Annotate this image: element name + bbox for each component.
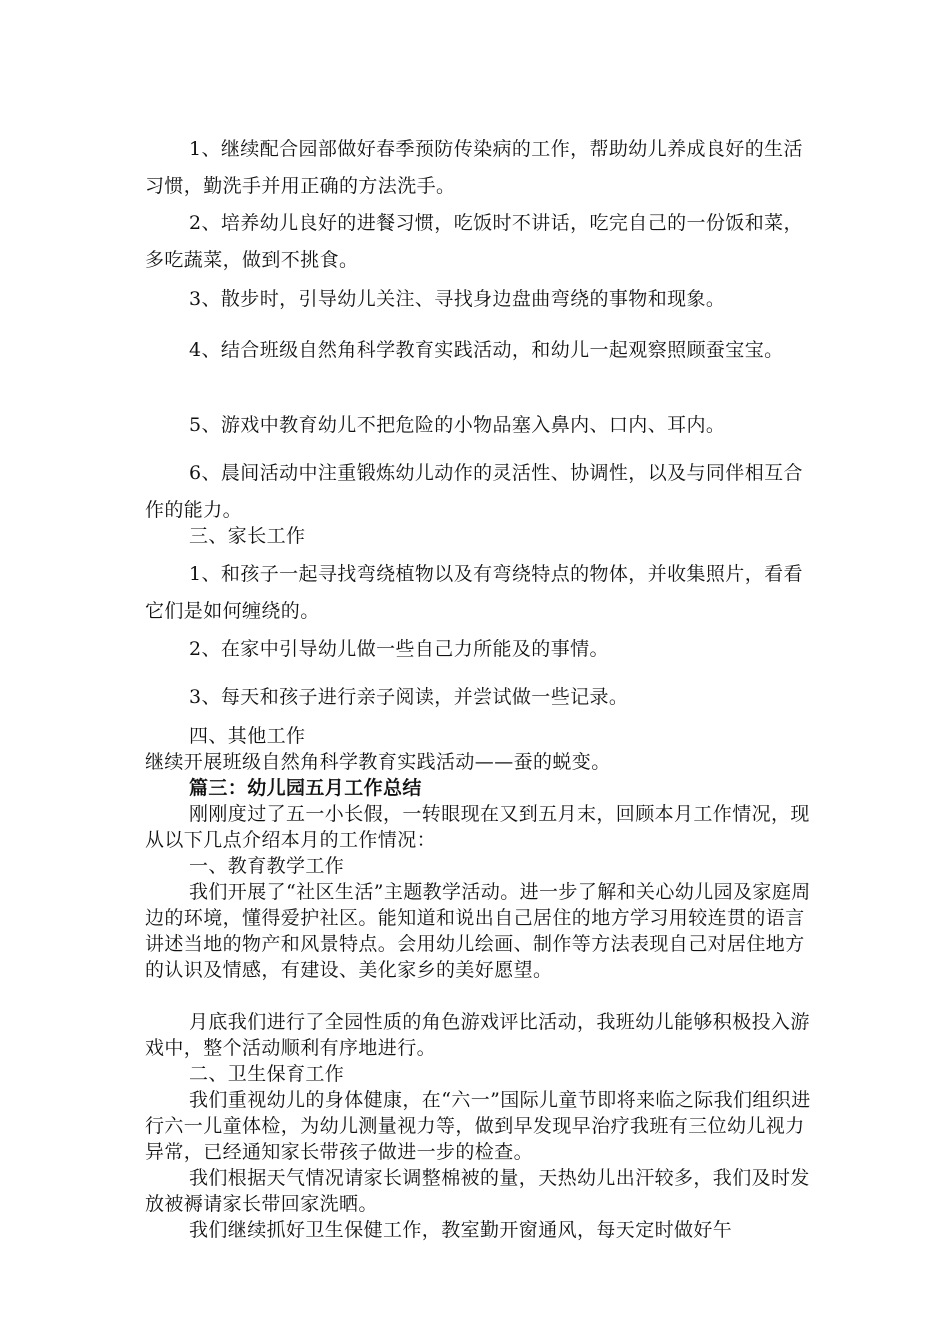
education-paragraph-2: 月底我们进行了全园性质的角色游戏评比活动，我班幼儿能够积极投入游戏中，整个活动顺利有序地进行。 xyxy=(145,1011,810,1059)
parents-item-2: 2、在家中引导幼儿做一些自己力所能及的事情。 xyxy=(189,638,609,660)
care-item-2: 2、培养幼儿良好的进餐习惯，吃饭时不讲话，吃完自己的一份饭和菜，多吃蔬菜，做到不挑食。 xyxy=(145,212,803,271)
health-paragraph-3: 我们继续抓好卫生保健工作，教室勤开窗通风，每天定时做好午 xyxy=(189,1219,733,1241)
care-item-6: 6、晨间活动中注重锻炼幼儿动作的灵活性、协调性，以及与同伴相互合作的能力。 xyxy=(145,462,803,521)
other-text: 继续开展班级自然角科学教育实践活动——蚕的蜕变。 xyxy=(145,751,611,773)
health-paragraph-2: 我们根据天气情况请家长调整棉被的量，天热幼儿出汗较多，我们及时发放被褥请家长带回家洗晒。 xyxy=(145,1167,810,1215)
other-heading: 四、其他工作 xyxy=(189,725,306,747)
care-item-4: 4、结合班级自然角科学教育实践活动，和幼儿一起观察照顾蚕宝宝。 xyxy=(189,339,784,361)
care-item-3: 3、散步时，引导幼儿关注、寻找身边盘曲弯绕的事物和现象。 xyxy=(189,288,726,310)
parents-item-1: 1、和孩子一起寻找弯绕植物以及有弯绕特点的物体，并收集照片，看看它们是如何缠绕的。 xyxy=(145,563,803,622)
education-heading: 一、教育教学工作 xyxy=(189,855,345,877)
parents-item-3: 3、每天和孩子进行亲子阅读，并尝试做一些记录。 xyxy=(189,686,629,708)
health-paragraph-1: 我们重视幼儿的身体健康，在“六一”国际儿童节即将来临之际我们组织进行六一儿童体检，为幼儿测量视力等，做到早发现早治疗我班有三位幼儿视力异常，已经通知家长带孩子做进一步的检查。 xyxy=(145,1089,811,1163)
health-heading: 二、卫生保育工作 xyxy=(189,1063,345,1085)
care-item-1: 1、继续配合园部做好春季预防传染病的工作，帮助幼儿养成良好的生活习惯，勤洗手并用正确的方法洗手。 xyxy=(145,138,803,197)
parents-heading: 三、家长工作 xyxy=(189,525,306,547)
care-item-5: 5、游戏中教育幼儿不把危险的小物品塞入鼻内、口内、耳内。 xyxy=(189,414,726,436)
education-paragraph-1: 我们开展了“社区生活”主题教学活动。进一步了解和关心幼儿园及家庭周边的环境，懂得爱护社区。能知道和说出自己居住的地方学习用较连贯的语言讲述当地的物产和风景特点。会用幼儿绘画、制作等方法表现自己对居住地方的认识及情感，有建设、美化家乡的美好愿望。 xyxy=(145,881,811,981)
article-title: 篇三：幼儿园五月工作总结 xyxy=(189,777,422,799)
article-intro: 刚刚度过了五一小长假，一转眼现在又到五月末，回顾本月工作情况，现从以下几点介绍本月的工作情况： xyxy=(145,803,810,851)
